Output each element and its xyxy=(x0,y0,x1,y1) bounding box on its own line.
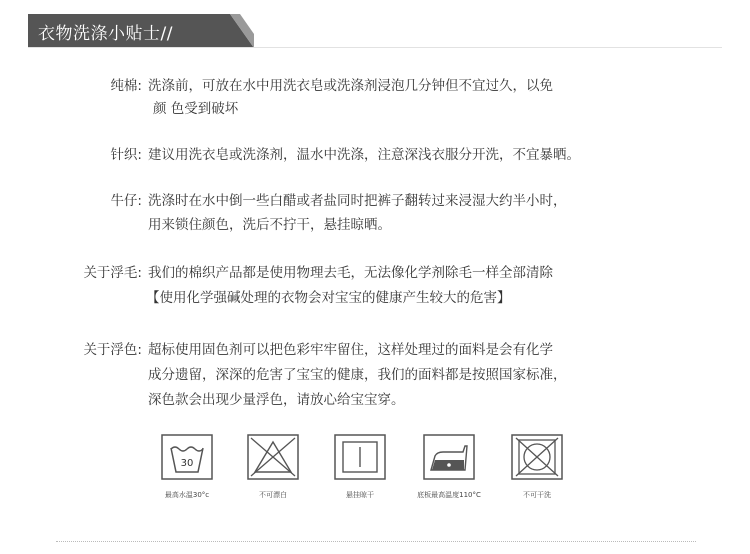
tip-text-line: 超标使用固色剂可以把色彩牢牢留住，这样处理过的面料是会有化学 xyxy=(148,342,553,358)
care-icons-row xyxy=(160,434,580,514)
care-label: 不可漂白 xyxy=(259,491,287,499)
iron-110-icon xyxy=(423,434,475,480)
footer-dotted-divider xyxy=(56,541,696,542)
tip-label: 牛仔: xyxy=(110,193,142,209)
tip-text-line: 颜 色受到破坏 xyxy=(153,101,239,117)
tip-text-line: 我们的棉织产品都是使用物理去毛，无法像化学剂除毛一样全部清除 xyxy=(148,265,553,281)
header-divider xyxy=(28,47,722,48)
tip-label: 关于浮色: xyxy=(83,342,142,358)
page-title: 衣物洗涤小贴士// xyxy=(38,24,173,44)
tip-label: 针织: xyxy=(110,147,142,163)
tip-dye xyxy=(0,339,750,411)
tip-lint xyxy=(0,262,750,308)
tip-denim xyxy=(0,190,750,234)
wash-30-icon xyxy=(161,434,213,480)
no-bleach-icon xyxy=(247,434,299,480)
care-item-iron xyxy=(404,434,494,500)
tip-text-line: 洗涤前，可放在水中用洗衣皂或洗涤剂浸泡几分钟但不宜过久，以免 xyxy=(148,78,553,94)
care-label: 最高水温30°c xyxy=(164,491,210,499)
care-label: 悬挂晾干 xyxy=(346,491,374,499)
tip-text-line: 深色款会出现少量浮色，请放心给宝宝穿。 xyxy=(148,392,405,408)
tip-text-line: 洗涤时在水中倒一些白醋或者盐同时把裤子翻转过来浸湿大约半小时， xyxy=(148,193,567,209)
wash-temperature: 30 xyxy=(180,458,194,469)
tip-text-line: 建议用洗衣皂或洗涤剂，温水中洗涤，注意深浅衣服分开洗，不宜暴晒。 xyxy=(148,147,580,163)
care-item-no-bleach xyxy=(228,434,318,500)
no-tumble-dry-icon xyxy=(511,434,563,480)
tip-label: 纯棉: xyxy=(110,78,142,94)
tip-text-line: 【使用化学强碱处理的衣物会对宝宝的健康产生较大的危害】 xyxy=(146,290,511,306)
tip-label: 关于浮毛: xyxy=(83,265,142,281)
care-label: 底板最高温度110°C xyxy=(417,491,481,499)
care-item-wash xyxy=(142,434,232,500)
care-label: 不可干洗 xyxy=(523,491,551,499)
tip-knit xyxy=(0,144,750,166)
tip-text-line: 用来锁住颜色，洗后不拧干，悬挂晾晒。 xyxy=(148,217,391,233)
tip-cotton xyxy=(0,75,750,119)
care-item-no-tumble-dry xyxy=(492,434,582,500)
hang-dry-icon xyxy=(334,434,386,480)
section-header xyxy=(28,14,254,48)
tip-text-line: 成分遗留，深深的危害了宝宝的健康，我们的面料都是按照国家标准， xyxy=(148,367,567,383)
care-item-hang-dry xyxy=(315,434,405,500)
